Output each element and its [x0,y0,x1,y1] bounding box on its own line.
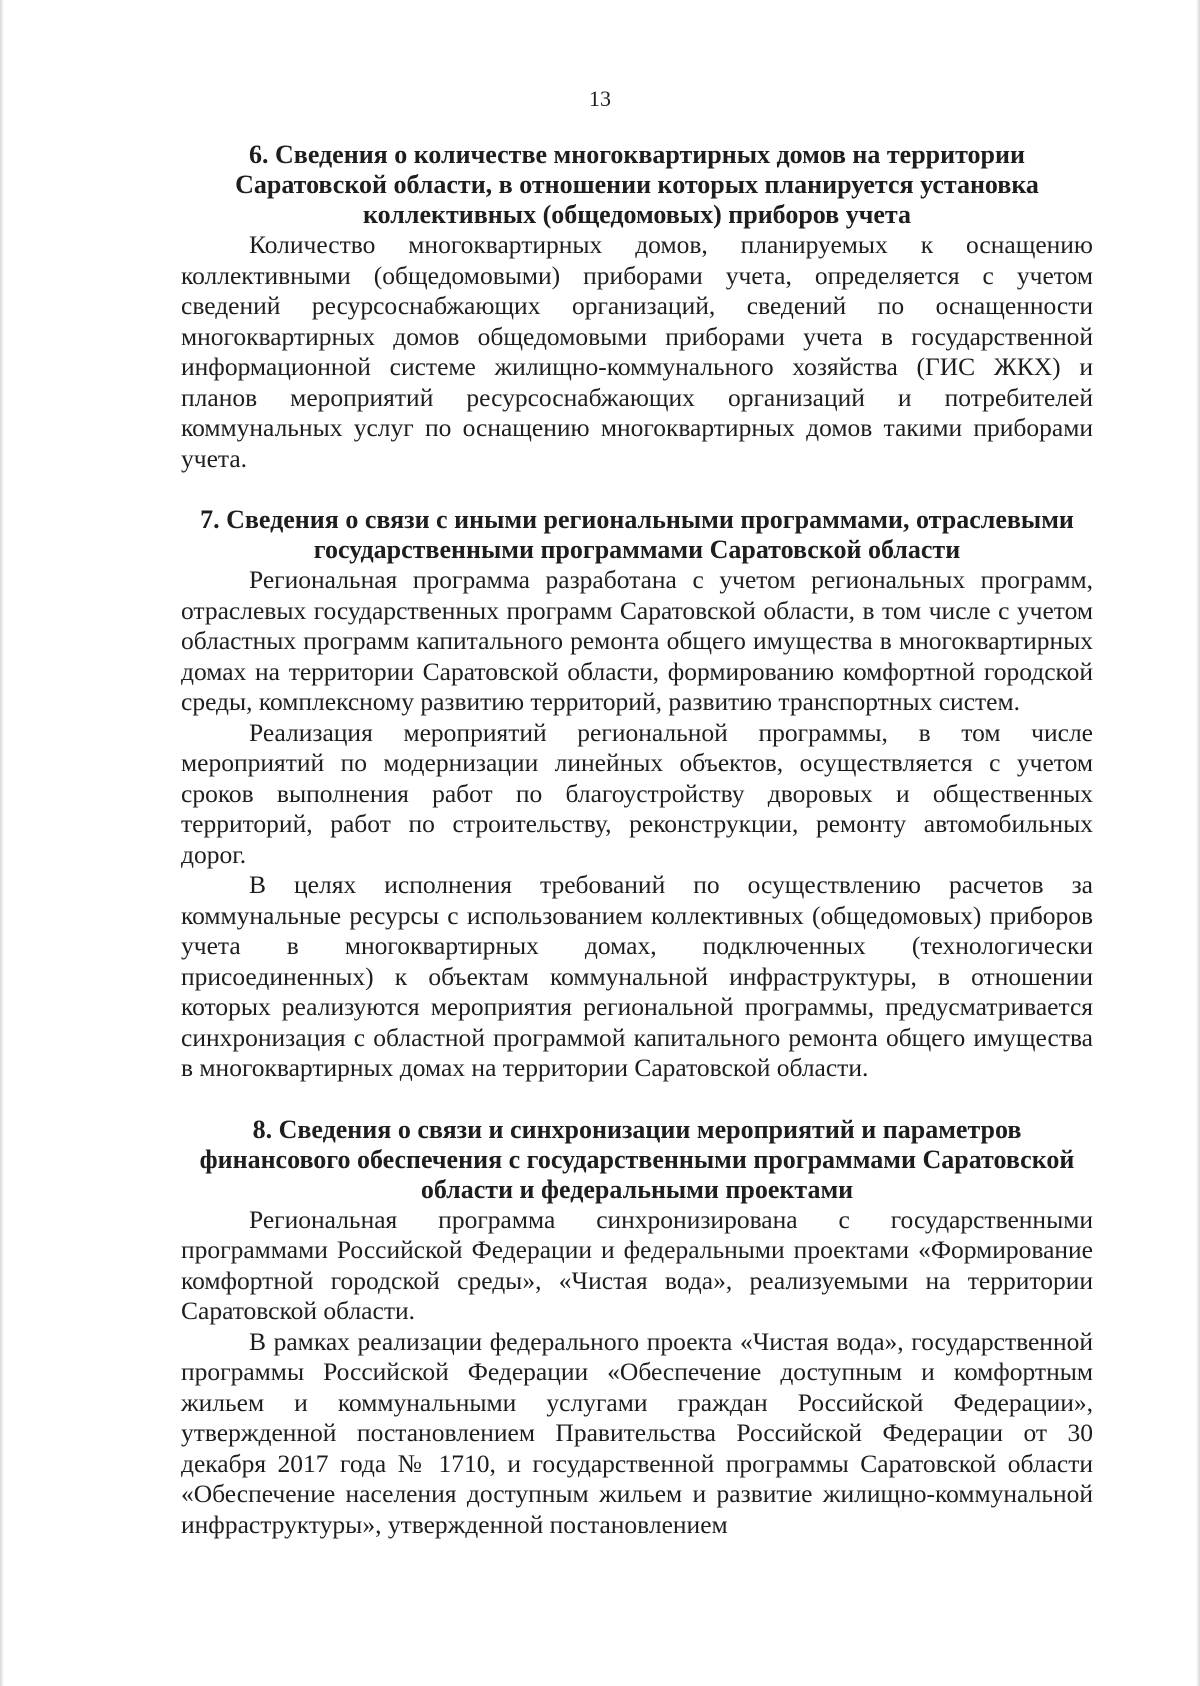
document-body [181,140,1093,1540]
section-heading: 8. Сведения о связи и синхронизации мероприятий и параметров финансового обеспечения с государственными программами Саратовской области и федеральными проектами [199,1114,1075,1204]
section-spacer [181,1084,1093,1115]
paragraph: В целях исполнения требований по осуществлению расчетов за коммунальные ресурсы с использованием коллективных (общедомовых) приборов учета в многоквартирных домах, подключенных (технологически присоединенных) к объектам коммунальной инфраструктуры, в отношении которых реализуются мероприятия региональной программы, предусматривается синхронизация с областной программой капитального ремонта общего имущества в многоквартирных домах на территории Саратовской области. [181,870,1093,1082]
scan-edge-right [1196,0,1200,1686]
paragraph: В рамках реализации федерального проекта «Чистая вода», государственной программы Российской Федерации «Обеспечение доступным и комфортным жильем и коммунальными услугами граждан Российской Федерации», утвержденной постановлением Правительства Российской Федерации от 30 декабря 2017 года № 1710, и государственной программы Саратовской области «Обеспечение населения доступным жильем и развитие жилищно-коммунальной инфраструктуры», утвержденной постановлением [181,1326,1093,1539]
section-heading: 7. Сведения о связи с иными региональными программами, отраслевыми государственными программами Саратовской области [200,505,1074,564]
paragraph: Региональная программа синхронизирована с государственными программами Российской Федерации и федеральными проектами «Формирование комфортной городской среды», «Чистая вода», реализуемыми на территории Саратовской области. [181,1204,1093,1325]
scan-edge-left [0,0,4,1686]
paragraph: Региональная программа разработана с учетом региональных программ, отраслевых государственных программ Саратовской области, в том числе с учетом областных программ капитального ремонта общего имущества в многоквартирных домах на территории Саратовской области, формированию комфортной городской среды, комплексному развитию территорий, развитию транспортных систем. [181,565,1093,716]
section-heading: 6. Сведения о количестве многоквартирных домов на территории Саратовской области, в отношении которых планируется установка коллективных (общедомовых) приборов учета [235,140,1039,229]
section-8 [181,1115,1093,1541]
section-6 [181,140,1093,474]
paragraph: Реализация мероприятий региональной программы, в том числе мероприятий по модернизации линейных объектов, осуществляется с учетом сроков выполнения работ по благоустройству дворовых и общественных территорий, работ по строительству, реконструкции, ремонту автомобильных дорог. [181,717,1093,869]
paragraph: Количество многоквартирных домов, планируемых к оснащению коллективными (общедомовыми) приборами учета, определяется с учетом сведений ресурсоснабжающих организаций, сведений по оснащенности многоквартирных домов общедомовыми приборами учета в государственной информационной системе жилищно-коммунального хозяйства (ГИС ЖКХ) и планов мероприятий ресурсоснабжающих организаций и потребителей коммунальных услуг по оснащению многоквартирных домов такими приборами учета. [181,230,1093,473]
section-spacer [181,474,1093,505]
page-number: 13 [589,86,611,111]
section-7 [181,505,1093,1084]
